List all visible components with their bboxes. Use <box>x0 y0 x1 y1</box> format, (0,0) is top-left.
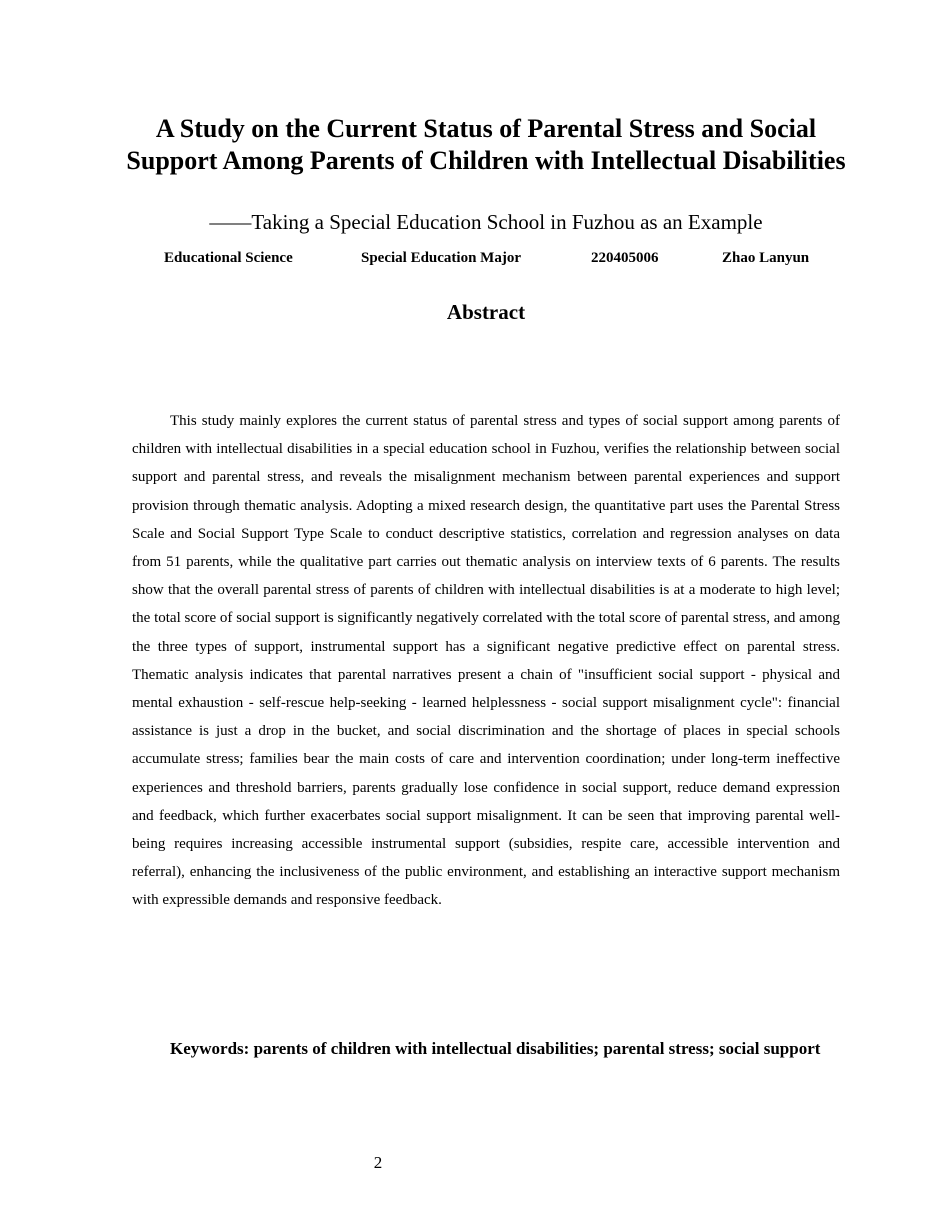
author-name: Zhao Lanyun <box>722 250 810 266</box>
abstract-heading: Abstract <box>446 300 526 324</box>
document-subtitle: ——Taking a Special Education School in Fuzhou as an Example <box>209 210 763 234</box>
author-major: Special Education Major <box>361 250 521 266</box>
keywords: Keywords: parents of children with intellectual disabilities; parental stress; social support <box>170 1039 821 1058</box>
page-number: 2 <box>373 1153 383 1172</box>
author-student-id: 220405006 <box>591 250 659 266</box>
document-title: A Study on the Current Status of Parental Stress and Social Support Among Parents of Children with Intellectual Disabilities <box>126 114 846 175</box>
abstract-body: This study mainly explores the current status of parental stress and types of social support among parents of children with intellectual disabilities in a special education school in Fuzhou, verifies the relationship between social support and parental stress, and reveals the misalignment mechanism between parental experiences and support provision through thematic analysis. Adopting a mixed research design, the quantitative part uses the Parental Stress Scale and Social Support Type Scale to conduct descriptive statistics, correlation and regression analyses on data from 51 parents, while the qualitative part carries out thematic analysis on interview texts of 6 parents. The results show that the overall parental stress of parents of children with intellectual disabilities is at a moderate to high level; the total score of social support is significantly negatively correlated with the total score of parental stress, and among the three types of support, instrumental support has a significant negative predictive effect on parental stress. Thematic analysis indicates that parental narratives present a chain of "insufficient social support - physical and mental exhaustion - self-rescue help-seeking - learned helplessness - social support misalignment cycle": financial assistance is just a drop in the bucket, and social discrimination and the shortage of places in special schools accumulate stress; families bear the main costs of care and intervention coordination; under long-term ineffective experiences and threshold barriers, parents gradually lose confidence in social support, reduce demand expression and feedback, which further exacerbates social support misalignment. It can be seen that improving parental well-being requires increasing accessible instrumental support (subsidies, respite care, accessible intervention and referral), enhancing the inclusiveness of the public environment, and establishing an interactive support mechanism with expressible demands and responsive feedback. <box>132 413 840 909</box>
author-college: Educational Science <box>164 250 293 266</box>
